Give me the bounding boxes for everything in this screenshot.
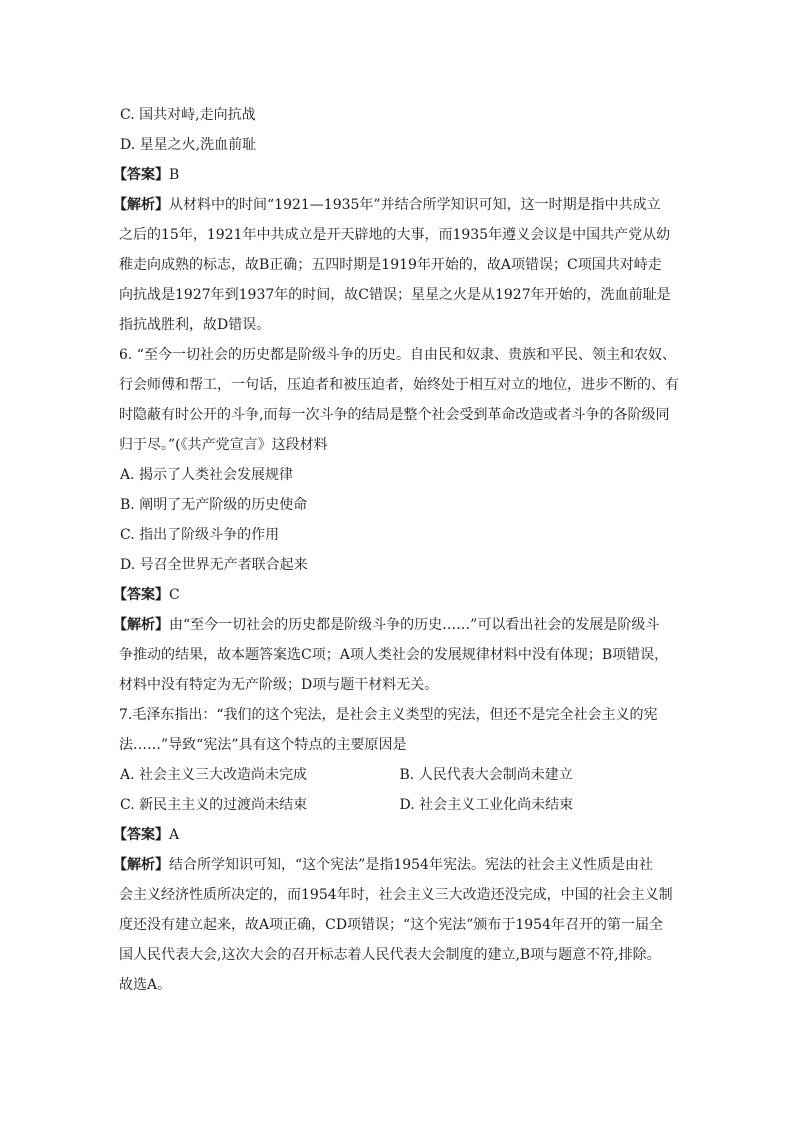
q7-analysis-line: 度还没有建立起来，故A项正确，CD项错误；“这个宪法”颁布于1954年召开的第一届全 (119, 917, 663, 933)
q5-answer (113, 160, 679, 190)
q7-analysis-line: 国人民代表大会,这次大会的召开标志着人民代表大会制度的建立,B项与题意不符,排除。 (119, 947, 661, 963)
answer-tag: 【答案】 (113, 827, 169, 843)
q7-stem-line: 法……”导致“宪法”具有这个特点的主要原因是 (119, 737, 407, 753)
analysis-text: 结合所学知识可知，“这个宪法”是指1954年宪法。宪法的社会主义性质是由社 (169, 857, 653, 873)
q7-stem-line: 7.毛泽东指出：“我们的这个宪法，是社会主义类型的宪法，但还不是完全社会主义的宪 (119, 707, 658, 723)
q6-option-d: D. 号召全世界无产者联合起来 (120, 557, 308, 573)
q6-stem-line: 时隐蔽有时公开的斗争,而每一次斗争的结局是整个社会受到革命改造或者斗争的各阶级同 (119, 407, 670, 423)
q7-answer (113, 820, 679, 850)
q6-option-b: B. 阐明了无产阶级的历史使命 (120, 497, 308, 513)
answer-tag: 【答案】 (113, 167, 169, 183)
q6-analysis-line: 争推动的结果，故本题答案选C项；A项人类社会的发展规律材料中没有体现；B项错误， (119, 647, 669, 663)
q5-option-c: C. 国共对峙,走向抗战 (120, 107, 256, 123)
q7-option-a: A. 社会主义三大改造尚未完成 (120, 767, 308, 783)
q6-answer (113, 580, 679, 610)
analysis-text: 由“至今一切社会的历史都是阶级斗争的历史……”可以看出社会的发展是阶级斗 (169, 617, 660, 633)
answer-value: B (169, 167, 180, 183)
analysis-text: 从材料中的时间“1921—1935年”并结合所学知识可知，这一时期是指中共成立 (169, 197, 661, 213)
q7-analysis-line: 故选A。 (119, 977, 172, 993)
answer-value: A (169, 827, 180, 843)
q7-analysis-line: 会主义经济性质所决定的，而1954年时，社会主义三大改造还没完成，中国的社会主义制 (119, 887, 673, 903)
q6-analysis-line: 材料中没有特定为无产阶级；D项与题干材料无关。 (119, 677, 439, 693)
analysis-tag: 【解析】 (113, 857, 169, 873)
q6-stem-line: 归于尽。”(《共产党宣言》这段材料 (119, 437, 328, 453)
answer-value: C (169, 587, 180, 603)
q5-analysis-line: 向抗战是1927年到1937年的时间，故C错误；星星之火是从1927年开始的，洗血前耻是 (119, 287, 671, 303)
q6-stem-line: 行会师傅和帮工，一句话，压迫者和被压迫者，始终处于相互对立的地位，进步不断的、有 (119, 377, 679, 393)
q7-options-row (119, 790, 679, 820)
q6-option-a: A. 揭示了人类社会发展规律 (120, 467, 294, 483)
q5-analysis-line: 稚走向成熟的标志，故B正确；五四时期是1919年开始的，故A项错误；C项国共对峙走 (119, 257, 662, 273)
q7-option-d: D. 社会主义工业化尚未结束 (399, 797, 574, 813)
q6-stem-line: 6. “至今一切社会的历史都是阶级斗争的历史。自由民和奴隶、贵族和平民、领主和农奴、 (119, 347, 676, 363)
q5-analysis-line: 之后的15年，1921年中共成立是开天辟地的大事，而1935年遵义会议是中国共产党从幼 (119, 227, 671, 243)
answer-tag: 【答案】 (113, 587, 169, 603)
q6-analysis-line (113, 610, 679, 640)
analysis-tag: 【解析】 (113, 617, 169, 633)
analysis-tag: 【解析】 (113, 197, 169, 213)
q5-analysis-line (113, 190, 679, 220)
q6-option-c: C. 指出了阶级斗争的作用 (120, 527, 280, 543)
q5-analysis-line: 指抗战胜利，故D错误。 (119, 317, 271, 333)
q5-option-d: D. 星星之火,洗血前耻 (120, 137, 257, 153)
q7-options-row (119, 760, 679, 790)
q7-option-c: C. 新民主主义的过渡尚未结束 (120, 797, 308, 813)
q7-option-b: B. 人民代表大会制尚未建立 (399, 767, 573, 783)
q7-analysis-line (113, 850, 679, 880)
page-content (113, 100, 679, 1000)
